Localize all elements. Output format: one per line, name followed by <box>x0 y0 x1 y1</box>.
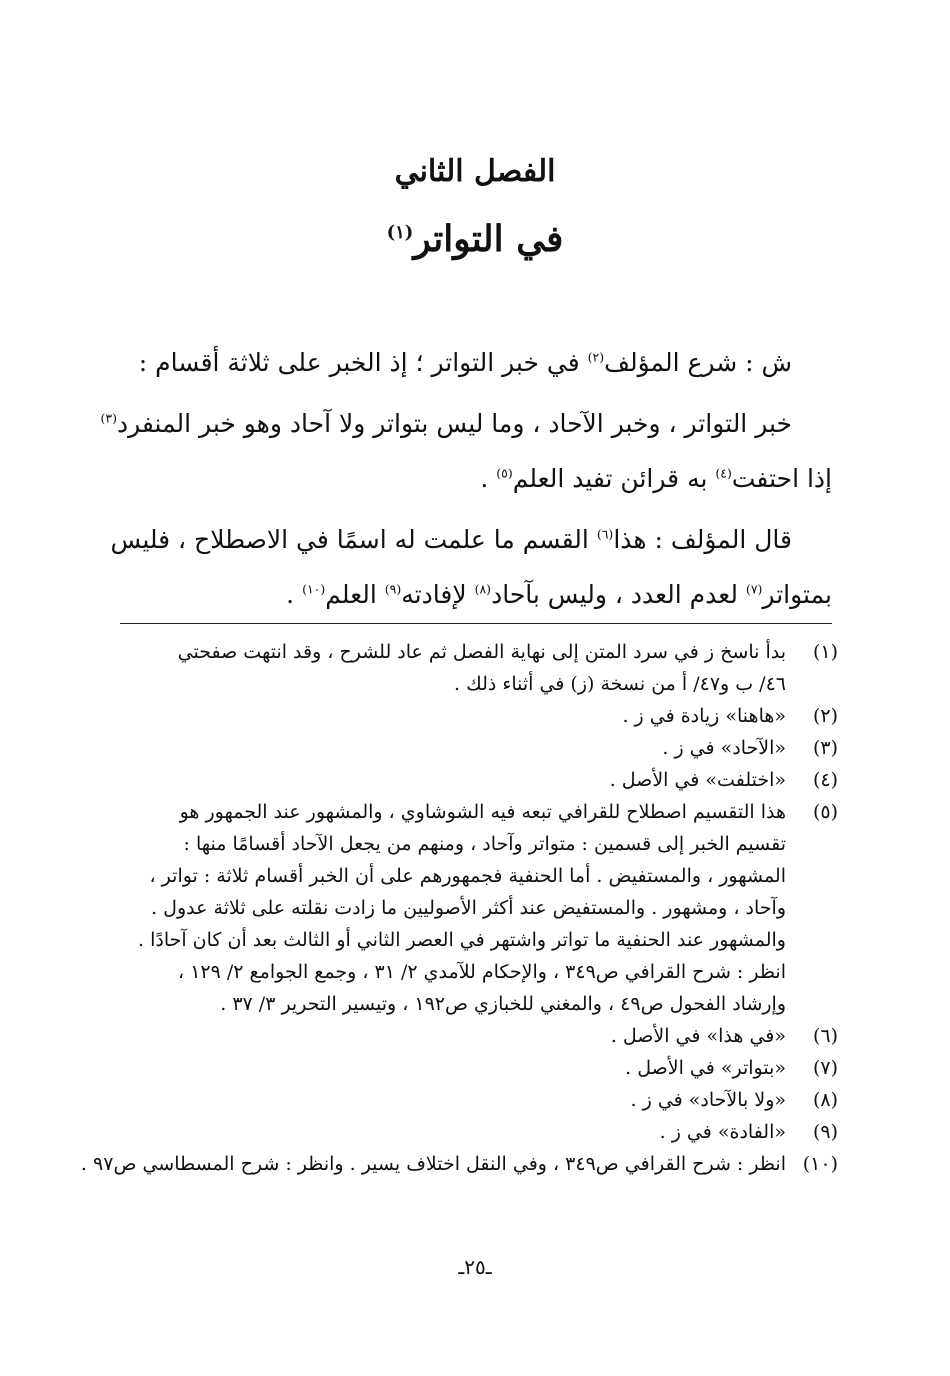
main-text <box>100 335 832 628</box>
footnote-number: (٢) <box>812 705 838 727</box>
text-line: قال المؤلف : هذا$^{(٦)}$ القسم ما علمت له اسمًا في الاصطلاح ، فليس <box>110 525 792 554</box>
footnote-text: «اختلفت» في الأصل . <box>609 769 786 791</box>
footnote <box>125 636 838 700</box>
footnote-text: بدأ ناسخ ز في سرد المتن إلى نهاية الفصل ثم عاد للشرح ، وقد انتهت صفحتي ٤٦/ ب و٤٧/ أ من نسخة (ز) في أثناء ذلك . <box>177 641 786 695</box>
footnote-divider <box>120 623 832 624</box>
footnote-number: (١٠) <box>802 1153 838 1175</box>
footnotes <box>80 636 838 1180</box>
footnote <box>125 1084 838 1116</box>
footnote-ref: (١) <box>386 222 414 243</box>
footnote-number: (٦) <box>812 1025 838 1047</box>
footnote-ref: (٤) <box>715 465 732 481</box>
text-line: بمتواتر$^{(٧)}$ لعدم العدد ، وليس بآحاد$^{(٨)}$ لإفادته$^{(٩)}$ العلم$^{(١٠)}$ . <box>286 580 832 609</box>
footnote <box>125 764 838 796</box>
text-line: ش : شرع المؤلف$^{(٢)}$ في خبر التواتر ؛ إذ الخبر على ثلاثة أقسام : <box>138 348 792 377</box>
footnote-number: (٥) <box>812 801 838 823</box>
footnote-ref: (٢) <box>587 349 605 365</box>
footnote-ref: (٥) <box>496 465 513 481</box>
footnote-ref: (٦) <box>596 526 614 542</box>
footnote <box>125 1052 838 1084</box>
footnote-text: «هاهنا» زيادة في ز . <box>622 705 786 727</box>
footnote <box>125 1116 838 1148</box>
text-line: إذا احتفت$^{(٤)}$ به قرائن تفيد العلم$^{(٥)}$ . <box>480 464 832 493</box>
footnote <box>80 1148 838 1180</box>
footnote-ref: (٩) <box>384 581 402 597</box>
footnote <box>125 796 838 1020</box>
footnote-number: (٣) <box>812 737 838 759</box>
footnote-number: (٩) <box>812 1121 838 1143</box>
footnote-text: «الفادة» في ز . <box>659 1121 786 1143</box>
footnote <box>125 732 838 764</box>
section-heading <box>0 214 950 264</box>
footnote-number: (٧) <box>812 1057 838 1079</box>
paragraph <box>110 512 832 622</box>
footnote-text: هذا التقسيم اصطلاح للقرافي تبعه فيه الشوشاوي ، والمشهور عند الجمهور هو تقسيم الخبر إلى قسمين : متواتر وآحاد ، ومنهم من يجعل الآحاد أقسامًا منها : المشهور ، والمستفيض . أما الحنفية فجمهورهم على أن الخبر أقسام ثلاثة : تواتر ، وآحاد ، ومشهور . والمستفيض عند أكثر الأصوليين ما زادت نقلته على ثلاثة عدول . والمشهور عند الحنفية ما تواتر واشتهر في العصر الثاني أو الثالث بعد أن كان آحادًا . انظر : شرح القرافي ص٣٤٩ ، والإحكام للآمدي ٢/ ٣١ ، وجمع الجوامع ٢/ ١٢٩ ، وإرشاد الفحول ص٤٩ ، والمغني للخبازي ص١٩٢ ، وتيسير التحرير ٣/ ٣٧ . <box>138 801 786 1015</box>
footnote-ref: (١٠) <box>302 581 326 597</box>
footnote-text: «بتواتر» في الأصل . <box>625 1057 786 1079</box>
footnote-number: (٤) <box>812 769 838 791</box>
section-heading-text: في التواتر <box>413 218 564 260</box>
footnote-ref: (٧) <box>745 581 763 597</box>
footnote-number: (١) <box>812 641 838 663</box>
footnote-ref: (٨) <box>474 581 492 597</box>
footnote-ref: (٣) <box>100 410 117 426</box>
footnote-text: «ولا بالآحاد» في ز . <box>630 1089 786 1111</box>
footnote-text: «الآحاد» في ز . <box>662 737 786 759</box>
footnote-number: (٨) <box>812 1089 838 1111</box>
paragraph <box>100 396 832 506</box>
footnote <box>125 1020 838 1052</box>
footnote-text: «في هذا» في الأصل . <box>610 1025 786 1047</box>
text-line: خبر التواتر ، وخبر الآحاد ، وما ليس بتواتر ولا آحاد وهو خبر المنفرد$^{(٣)}$ <box>100 409 792 438</box>
footnote-text: انظر : شرح القرافي ص٣٤٩ ، وفي النقل اختلاف يسير . وانظر : شرح المسطاسي ص٩٧ . <box>80 1153 786 1175</box>
page-number: ـ٢٥ـ <box>458 1255 492 1279</box>
chapter-title: الفصل الثاني <box>394 154 556 189</box>
paragraph <box>125 335 832 390</box>
footnote <box>125 700 838 732</box>
